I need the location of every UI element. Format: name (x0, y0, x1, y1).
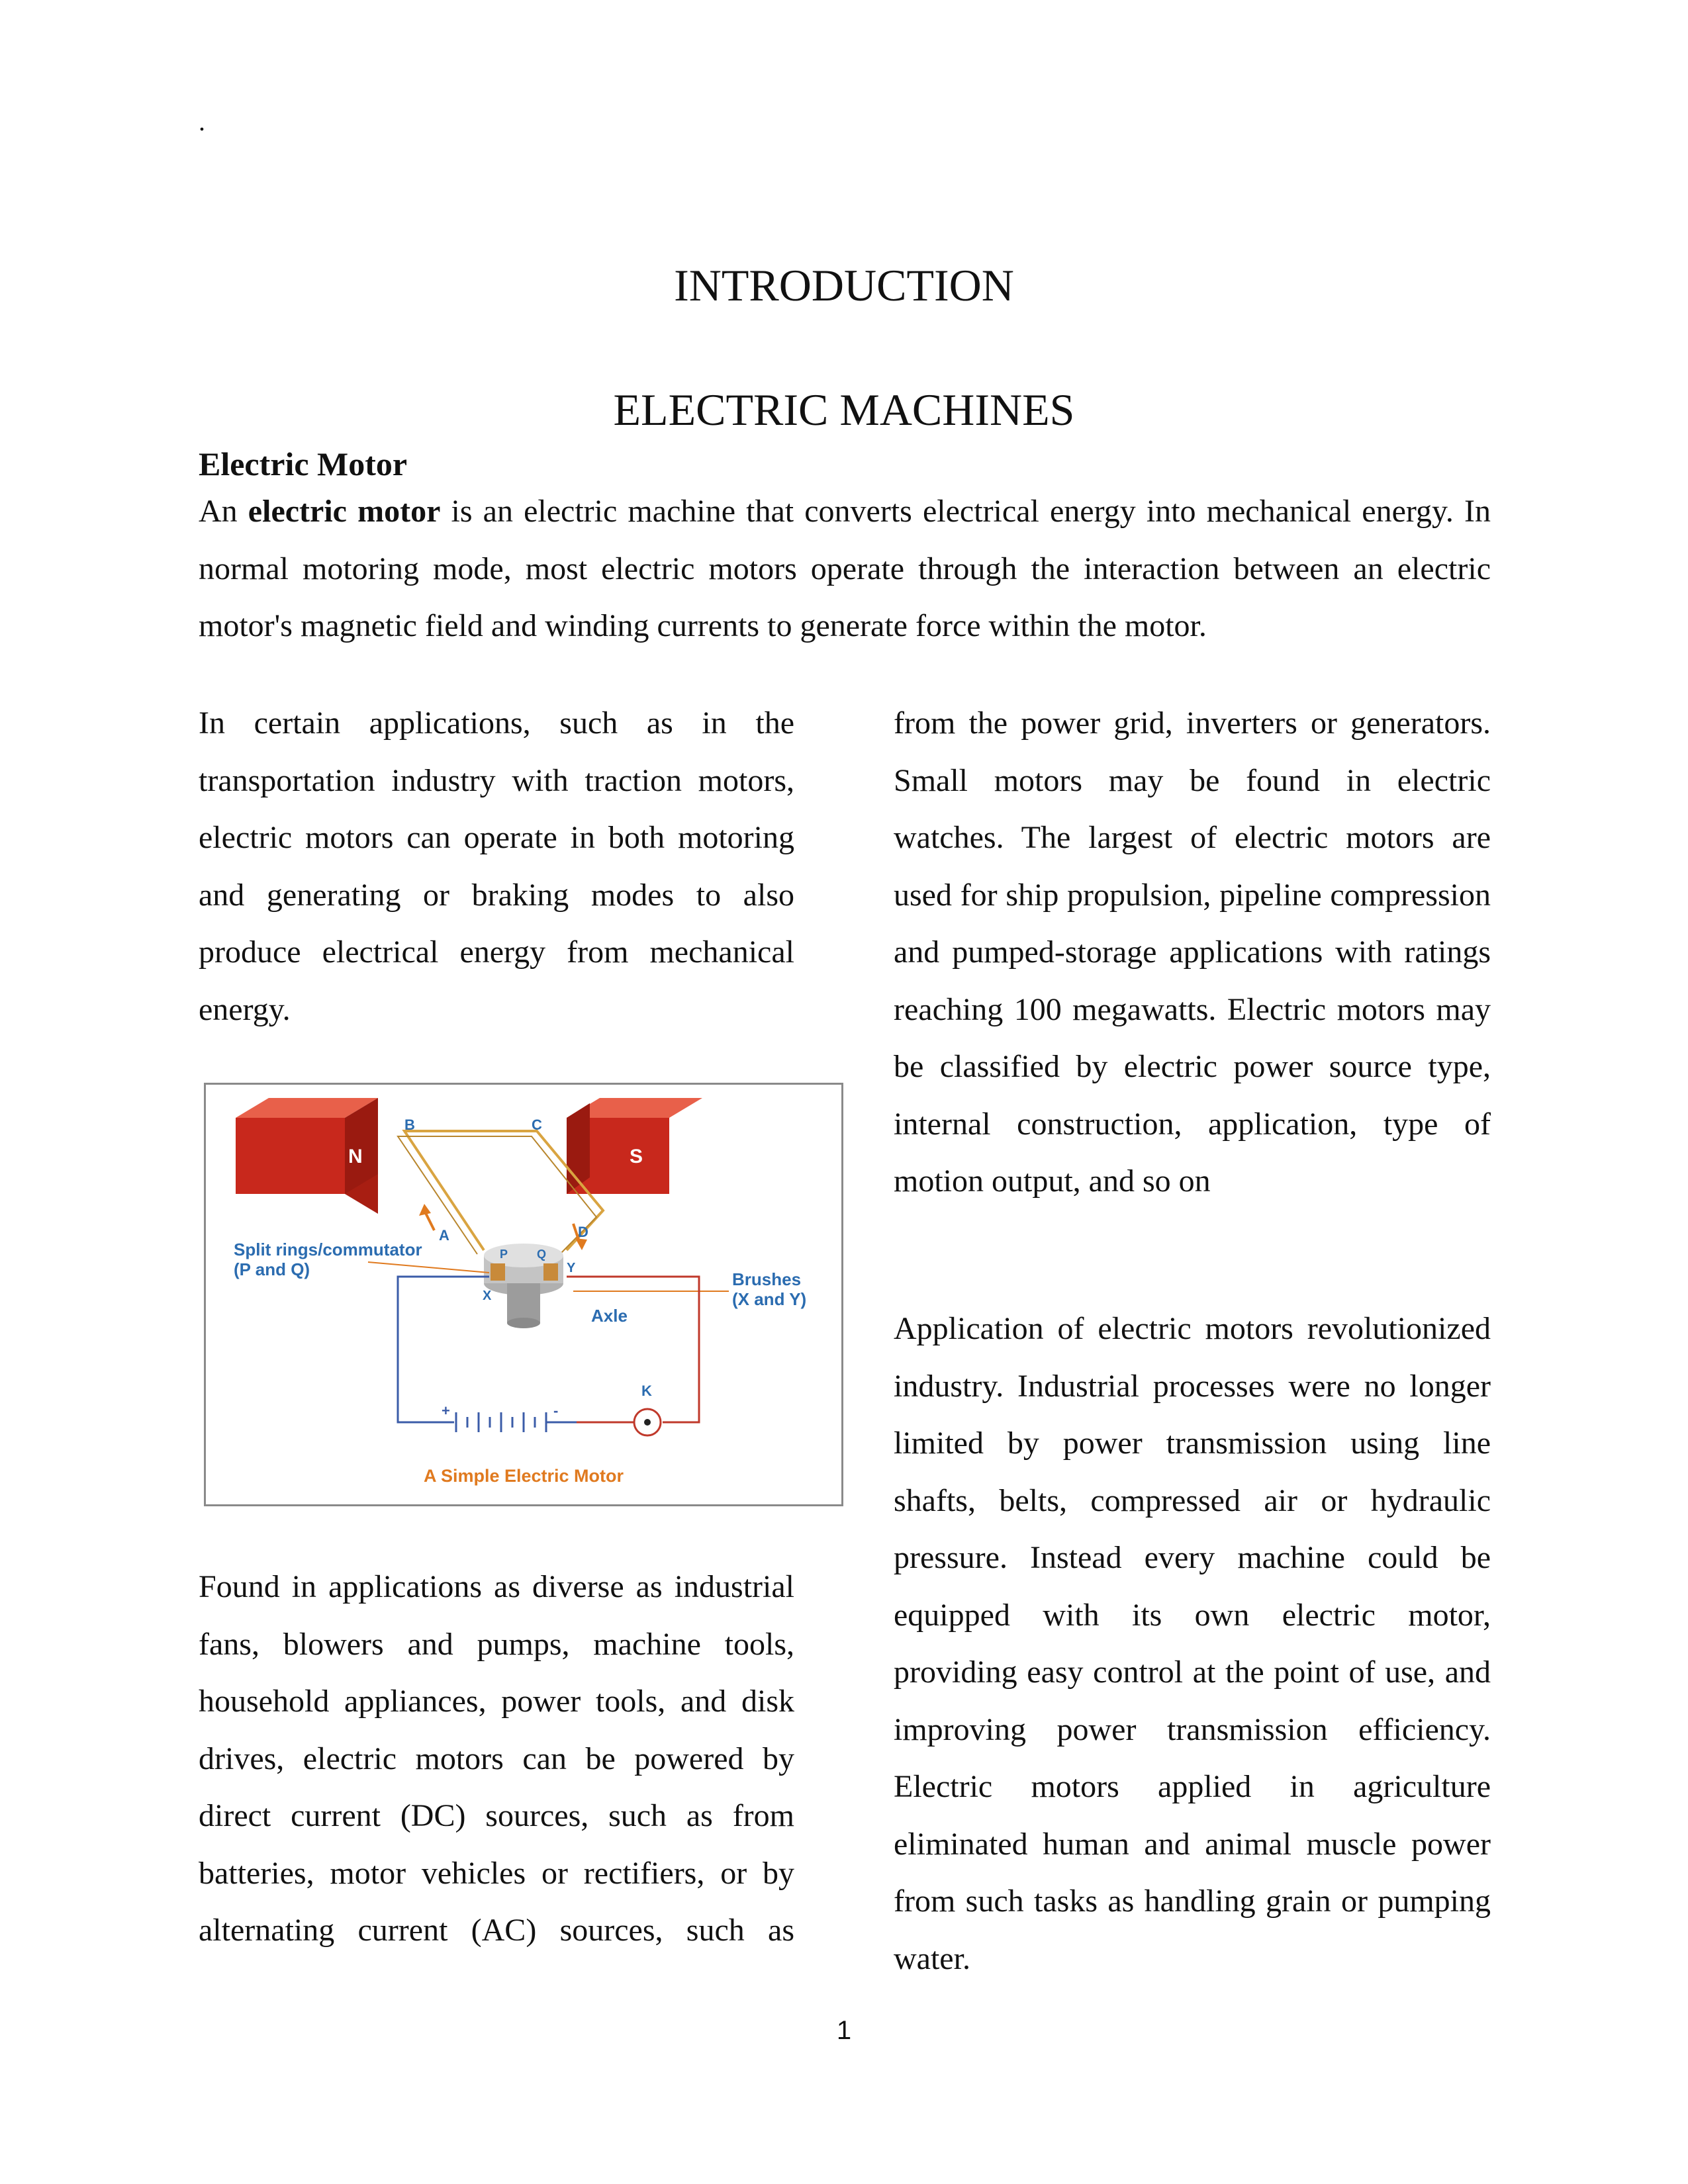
intro-text-start: An (199, 494, 248, 529)
right-paragraph-2: Application of electric motors revolutionized industry. Industrial processes were no longer limited by power transmission using line shafts, belts, compressed air or hydraulic pressure. Instead every machine could be equipped with its own electric motor, providing easy control at the point of use, and improving power transmission efficiency. Electric motors applied in agriculture eliminated human and animal muscle power from such tasks as handling grain or pumping water. (894, 1311, 1491, 1976)
motor-figure (204, 1083, 843, 1506)
switch-label-k: K (641, 1383, 652, 1399)
page-title: INTRODUCTION (674, 260, 1014, 310)
motor-diagram (206, 1085, 841, 1504)
coil-label-a: A (439, 1227, 449, 1244)
commutator-pointer (368, 1262, 489, 1273)
brushes-label-line1: Brushes (732, 1269, 802, 1289)
north-label: N (348, 1146, 363, 1167)
coil-label-d: D (578, 1224, 588, 1240)
left-paragraph-1: In certain applications, such as in the transportation industry with traction motors, electric motors can operate in both motoring and generating or braking modes to also produce electrical energy from mechanical energy. (199, 705, 794, 1027)
figure-caption: A Simple Electric Motor (423, 1466, 624, 1486)
battery-minus: - (553, 1402, 559, 1419)
intro-paragraph (199, 483, 1491, 655)
intro-bold-term: electric motor (248, 494, 441, 529)
circuit-wire-right (567, 1277, 699, 1422)
header-mark: . (199, 107, 205, 136)
brush-label-x: X (483, 1289, 492, 1303)
ring-label-p: P (500, 1248, 508, 1261)
commutator (484, 1244, 563, 1328)
ring-label-q: Q (537, 1248, 547, 1261)
section-heading: Electric Motor (199, 445, 408, 482)
battery-plus: + (442, 1402, 450, 1419)
circuit-wire-left (398, 1277, 489, 1422)
intro-text-rest: is an electric machine that converts electrical energy into mechanical energy. In normal motoring mode, most electric motors operate through the interaction between an electric motor's magnetic field and winding currents to generate force within the motor. (199, 494, 1491, 643)
brushes-label-line2: (X and Y) (732, 1289, 807, 1309)
axle-label: Axle (591, 1306, 628, 1326)
commutator-label-line1: Split rings/commutator (234, 1240, 422, 1259)
right-paragraph-1: from the power grid, inverters or generators. Small motors may be found in electric watches. The largest of electric motors are used for ship propulsion, pipeline compression and pumped-storage applications with ratings reaching 100 megawatts. Electric motors may be classified by electric power source type, internal construction, application, type of motion output, and so on (894, 705, 1491, 1199)
page-number: 1 (836, 2016, 852, 2045)
coil-label-b: B (404, 1116, 415, 1133)
brush-label-y: Y (567, 1261, 576, 1275)
left-paragraph-2: Found in applications as diverse as industrial fans, blowers and pumps, machine tools, household appliances, power tools, and disk drives, electric motors can be powered by direct current (DC) sources, such as from batteries, motor vehicles or rectifiers, or by alternating current (AC) sources, such as (199, 1569, 794, 1948)
commutator-label-line2: (P and Q) (234, 1259, 310, 1279)
page-subtitle: ELECTRIC MACHINES (613, 385, 1075, 435)
south-label: S (630, 1146, 643, 1167)
coil-label-c: C (532, 1116, 542, 1133)
